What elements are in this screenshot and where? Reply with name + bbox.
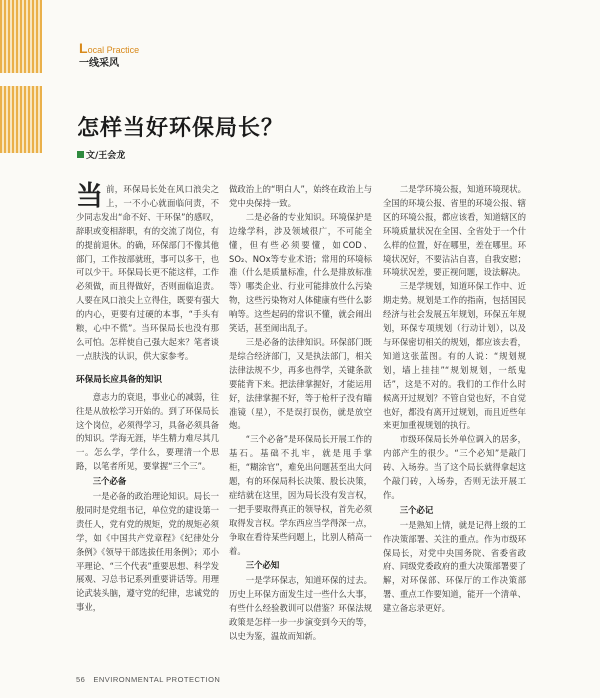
decorative-stripe-middle: [0, 86, 42, 153]
paragraph: 一是熟知上情，就是记得上级的工作决策部署、关注的重点。作为市级环保局长，对党中央国务院、省委省政府、同级党委政府的重大决策部署要了解，对环保部、环保厅的工作决策部署、重点工作要知道，能开一个清单、建立备忘录更好。: [383, 519, 526, 614]
paragraph-text: 前，环保局长处在风口浪尖之上，一不小心就面临问责，不少同志发出“命不好、干环保”的感叹，辞职或变相辞职，有的交流了岗位，有的提前退休。的确，环保部门不像其他部门，工作按部就班，事可以多干，也可以少干。环保局长更不能这样，工作必须做，而且得做好，否则面临追责。人要在风口浪尖上立得住，既要有强大的内心，更要有过硬的本事，“手头有粮，心中不慌”。当环保局长也没有那么可怕。怎样使自己强大起来？笔者谈一点肤浅的认识，供大家参考。: [76, 184, 219, 361]
byline: [77, 148, 125, 161]
paragraph: 一是必备的政治理论知识。局长一般同时是党组书记，单位党的建设第一责任人，党有党的规矩，党的规矩必须学，如《中国共产党章程》《纪律处分条例》《领导干部选拔任用条例》；邓小平理论、“三个代表”重要思想、科学发展观、习总书记系列重要讲话等。用理论武装头脑，遵守党的纪律，忠诚党的事业，: [76, 491, 219, 613]
paragraph: 市级环保局长外单位调入的居多，内部产生的很少。“三个必知”是敲门砖、入场券。当了这个局长就得拿起这个敲门砖，入场券，否则无法开展工作。: [383, 434, 526, 500]
paragraph: [76, 183, 219, 364]
section-header: [79, 40, 140, 70]
subheading-minor: 三个必知: [245, 560, 280, 571]
page-footer: [76, 675, 220, 684]
byline-text: 文/王会龙: [86, 151, 126, 161]
column-1: [76, 183, 219, 615]
paragraph: 二是学环境公报，知道环境现状。全国的环境公报、省里的环境公报、辖区的环境公报，都应该看，知道辖区的环境质量状况在全国、全省处于一个什么样的位置，好在哪里，差在哪里。环境状况好，不要沾沾自喜，自我安慰；环境状况差，要正视问题，设法解决。: [383, 184, 526, 278]
paragraph: 三是学规划，知道环保工作中、近期走势。规划是工作的指南，包括国民经济与社会发展五年规划，环保五年规划，环保专项规划（行动计划），以及与环保密切相关的规划，都应该去看，知道这张蓝图。有的人说：“规划规划，墙上挂挂”“规划规划，一纸鬼话”，这是不对的。我们的工作什么时候离开过规划？不管自觉也好，不自觉也好，都没有离开过规划，而且近些年来更加重视规划的执行。: [383, 281, 526, 431]
subheading-minor: 三个必备: [92, 476, 127, 487]
byline-square-icon: [77, 151, 84, 158]
paragraph: 做政治上的“明白人”，始终在政治上与党中央保持一致。: [229, 184, 372, 208]
page-number: 56: [76, 675, 86, 684]
column-2: [229, 183, 372, 644]
column-3: [383, 183, 526, 616]
paragraph: “三个必备”是环保局长开展工作的基石。基础不扎牢，就是甩手掌柜，“糊涂官”，难免出问题甚至出大问题，有的环保局科长决策、股长决策，症结就在这里，因为局长没有发言权，一把手要取得真正的领导权，首先必须取得发言权。学东西应当学得深一点，争取在看待某些问题上，比别人稍高一着。: [229, 434, 372, 556]
paragraph: 一是学环保志，知道环保的过去。历史上环保方面发生过一些什么大事，有些什么经验教训可以借鉴？环保法规政策是怎样一步一步演变到今天的等，以史为鉴，温故而知新。: [229, 575, 372, 641]
paragraph: 三是必备的法律知识。环保部门既是综合经济部门，又是执法部门，相关法律法规不少，再多也得学，关键条款要能背下来。把法律掌握好，才能运用好，法律掌握不好，等于枪杆子没有瞄准镜（星），不是误打误伤，就是放空炮。: [229, 336, 372, 431]
decorative-stripe-top: [0, 0, 42, 73]
magazine-name: ENVIRONMENTAL PROTECTION: [93, 675, 221, 684]
paragraph: 二是必备的专业知识。环境保护是边缘学科，涉及领域很广，不可能全懂，但有些必须要懂，如COD、SO₂、NOx等专业术语；常用的环境标准（什么是质量标准，什么是排放标准等）哪类企业、行业可能排放什么污染物，这些污染物对人体健康有些什么影响等。这些起码的常识不懂，就会闹出笑话，甚至闹出乱子。: [229, 211, 372, 334]
drop-cap: 当: [76, 181, 103, 212]
section-english-label: [79, 40, 140, 56]
section-chinese-label: 一线采风: [79, 58, 119, 69]
section-english-rest: ocal Practice: [87, 45, 140, 55]
subheading: 环保局长应具备的知识: [76, 374, 162, 385]
article-title: 怎样当好环保局长？: [77, 116, 285, 141]
subheading-minor: 三个必记: [399, 504, 434, 515]
paragraph: 意志力的衰退，事业心的减弱，往往是从放松学习开始的。到了环保局长这个岗位，必须得学习，具备必须具备的知识。学海无涯，毕生精力难尽其几一。怎么学，学什么，要理清一个思路，以笔者所见，要掌握“三个三”。: [76, 391, 219, 472]
section-initial: L: [79, 40, 88, 56]
